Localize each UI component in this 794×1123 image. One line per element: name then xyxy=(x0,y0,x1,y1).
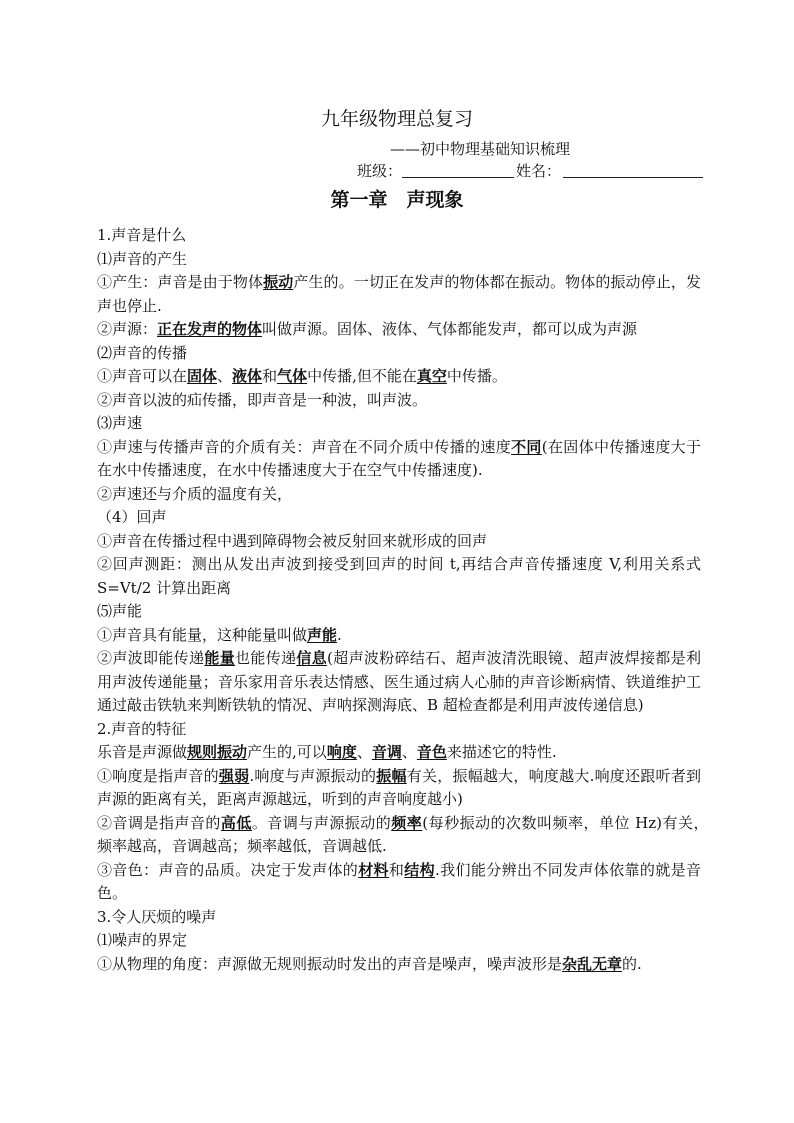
paragraph-l14 xyxy=(97,600,701,624)
text-segment: ①响度是指声音的 xyxy=(97,766,219,785)
doc-title: 九年级物理总复习 xyxy=(320,108,473,130)
text-segment: .我们能分辨出不同发声体依靠的就是音色。 xyxy=(97,860,701,902)
name-blank xyxy=(563,162,703,178)
text-segment: ③音色：声音的品质。决定于发声体的 xyxy=(97,860,359,879)
keyword: 声能 xyxy=(307,625,338,644)
text-segment: ①声音可以在 xyxy=(97,367,188,385)
text-segment: (在固体中传播速度大于在水中传播速度，在水中传播速度大于在空气中传播速度). xyxy=(97,437,701,479)
keyword: 音色 xyxy=(416,743,447,761)
paragraph-l20 xyxy=(97,812,716,859)
text-segment: ②音调是指声音的 xyxy=(97,813,221,832)
text-segment: 乐音是声源做 xyxy=(97,743,188,761)
keyword: 真空 xyxy=(416,367,447,385)
paragraph-l13 xyxy=(97,553,701,600)
text-segment: 产生的。一切正在发声的物体都在振动。物体的振动停止，发声也停止. xyxy=(97,273,701,315)
keyword: 杂乱无章 xyxy=(562,954,623,973)
paragraph-l06 xyxy=(97,365,701,389)
paragraph-l11 xyxy=(97,506,701,530)
text-segment: ⑴声音的产生 xyxy=(97,249,188,268)
paragraph-l08 xyxy=(97,412,701,436)
class-label: 班级： xyxy=(357,162,403,180)
paragraph-l24 xyxy=(97,953,701,977)
doc-subtitle: ——初中物理基础知识梳理 xyxy=(390,140,571,158)
paragraph-l18 xyxy=(97,741,701,765)
paragraph-l04 xyxy=(97,318,701,342)
paragraph-l02 xyxy=(97,248,701,272)
keyword: 高低 xyxy=(220,813,252,832)
text-segment: ①产生：声音是由于物体 xyxy=(97,273,264,291)
chapter-heading: 第一章 声现象 xyxy=(330,189,464,211)
text-segment: ①声音在传播过程中遇到障碍物会被反射回来就形成的回声 xyxy=(97,531,488,550)
paragraph-l23 xyxy=(97,929,701,953)
name-label: 姓名： xyxy=(516,162,562,180)
text-segment: 产生的,可以 xyxy=(247,743,327,761)
text-segment: 中传播,但不能在 xyxy=(307,367,417,385)
text-segment: 来描述它的特性. xyxy=(446,743,557,761)
paragraph-l05 xyxy=(97,342,701,366)
paragraph-l16 xyxy=(97,647,701,718)
text-segment: 有关，振幅越大，响度越大.响度还跟听者到声源的距离有关，距离声源越远，听到的声音响度越小) xyxy=(97,766,701,808)
text-segment: 、 xyxy=(356,743,372,761)
text-segment: ②声波即能传递 xyxy=(97,649,205,667)
text-segment: ①从物理的角度：声源做无规则振动时发出的声音是噪声，噪声波形是 xyxy=(97,954,563,973)
text-segment: ⑴噪声的界定 xyxy=(97,931,188,949)
keyword: 固体 xyxy=(187,367,218,385)
keyword: 液体 xyxy=(232,367,263,385)
text-segment: 、 xyxy=(217,367,233,385)
text-segment: .响度与声源振动的 xyxy=(249,766,377,785)
text-segment: ①声音具有能量，这种能量叫做 xyxy=(97,625,308,644)
text-segment: （4）回声 xyxy=(97,508,167,526)
paragraph-l17 xyxy=(97,718,701,742)
text-segment: 的. xyxy=(622,954,642,973)
text-segment: . xyxy=(337,625,342,644)
paragraph-l21 xyxy=(97,859,701,906)
text-segment: ②声速还与介质的温度有关， xyxy=(97,484,293,503)
keyword: 材料 xyxy=(358,860,389,879)
text-segment: 也能传递 xyxy=(235,649,297,667)
keyword: 振幅 xyxy=(376,766,407,785)
paragraph-l10 xyxy=(97,483,701,507)
text-segment: 1.声音是什么 xyxy=(97,226,187,244)
class-name-line xyxy=(357,161,703,181)
keyword: 音调 xyxy=(371,743,402,761)
keyword: 振动 xyxy=(263,273,294,291)
text-segment: ⑸声能 xyxy=(97,602,143,620)
text-segment: ②回声测距：测出从发出声波到接受到回声的时间 t,再结合声音传播速度 V,利用关系式 S=Vt/2 计算出距离 xyxy=(97,555,701,597)
keyword: 结构 xyxy=(404,860,436,879)
text-segment: 3.令人厌烦的噪声 xyxy=(97,907,217,926)
keyword: 响度 xyxy=(326,743,357,761)
paragraph-l01 xyxy=(97,224,701,248)
keyword: 信息 xyxy=(296,649,328,667)
text-segment: 。音调与声源振动的 xyxy=(251,813,392,832)
text-segment: 、 xyxy=(401,743,417,761)
text-segment: ①声速与传播声音的介质有关：声音在不同介质中传播的速度 xyxy=(97,437,512,456)
paragraph-l07 xyxy=(97,389,701,413)
text-segment: 中传播。 xyxy=(446,367,507,385)
text-segment: ②声源： xyxy=(97,320,158,338)
text-segment: 和 xyxy=(262,367,278,385)
keyword: 气体 xyxy=(277,367,308,385)
keyword: 规则振动 xyxy=(187,743,248,761)
text-segment: ⑶声速 xyxy=(97,414,143,432)
text-segment: 叫做声源。固体、液体、气体都能发声，都可以成为声源 xyxy=(262,320,638,338)
keyword: 不同 xyxy=(511,437,542,456)
text-segment: 和 xyxy=(388,860,405,879)
paragraph-l22 xyxy=(97,906,701,930)
text-segment: (超声波粉碎结石、超声波清洗眼镜、超声波焊接都是利用声波传递能量；音乐家用音乐表达情感、医生通过病人心肺的声音诊断病情、铁道维护工通过敲击铁轨来判断铁轨的情况、声呐探测海底、B 超检查都是利用声波传递信息) xyxy=(97,649,701,714)
text-segment: (每秒振动的次数叫频率，单位 Hz)有关， 频率越高，音调越高；频率越低，音调越低. xyxy=(97,813,716,855)
paragraph-l09 xyxy=(97,436,701,483)
paragraph-l15 xyxy=(97,624,701,648)
keyword: 频率 xyxy=(391,813,423,832)
paragraph-l12 xyxy=(97,530,701,554)
body-content xyxy=(97,224,716,976)
text-segment: ⑵声音的传播 xyxy=(97,343,188,362)
text-segment: 2.声音的特征 xyxy=(97,719,187,738)
keyword: 正在发声的物体 xyxy=(157,320,263,338)
paragraph-l03 xyxy=(97,271,701,318)
paragraph-l19 xyxy=(97,765,701,812)
keyword: 能量 xyxy=(204,649,236,667)
text-segment: ②声音以波的疝传播，即声音是一种波，叫声波。 xyxy=(97,390,428,409)
class-blank xyxy=(402,162,514,178)
keyword: 强弱 xyxy=(218,766,250,785)
